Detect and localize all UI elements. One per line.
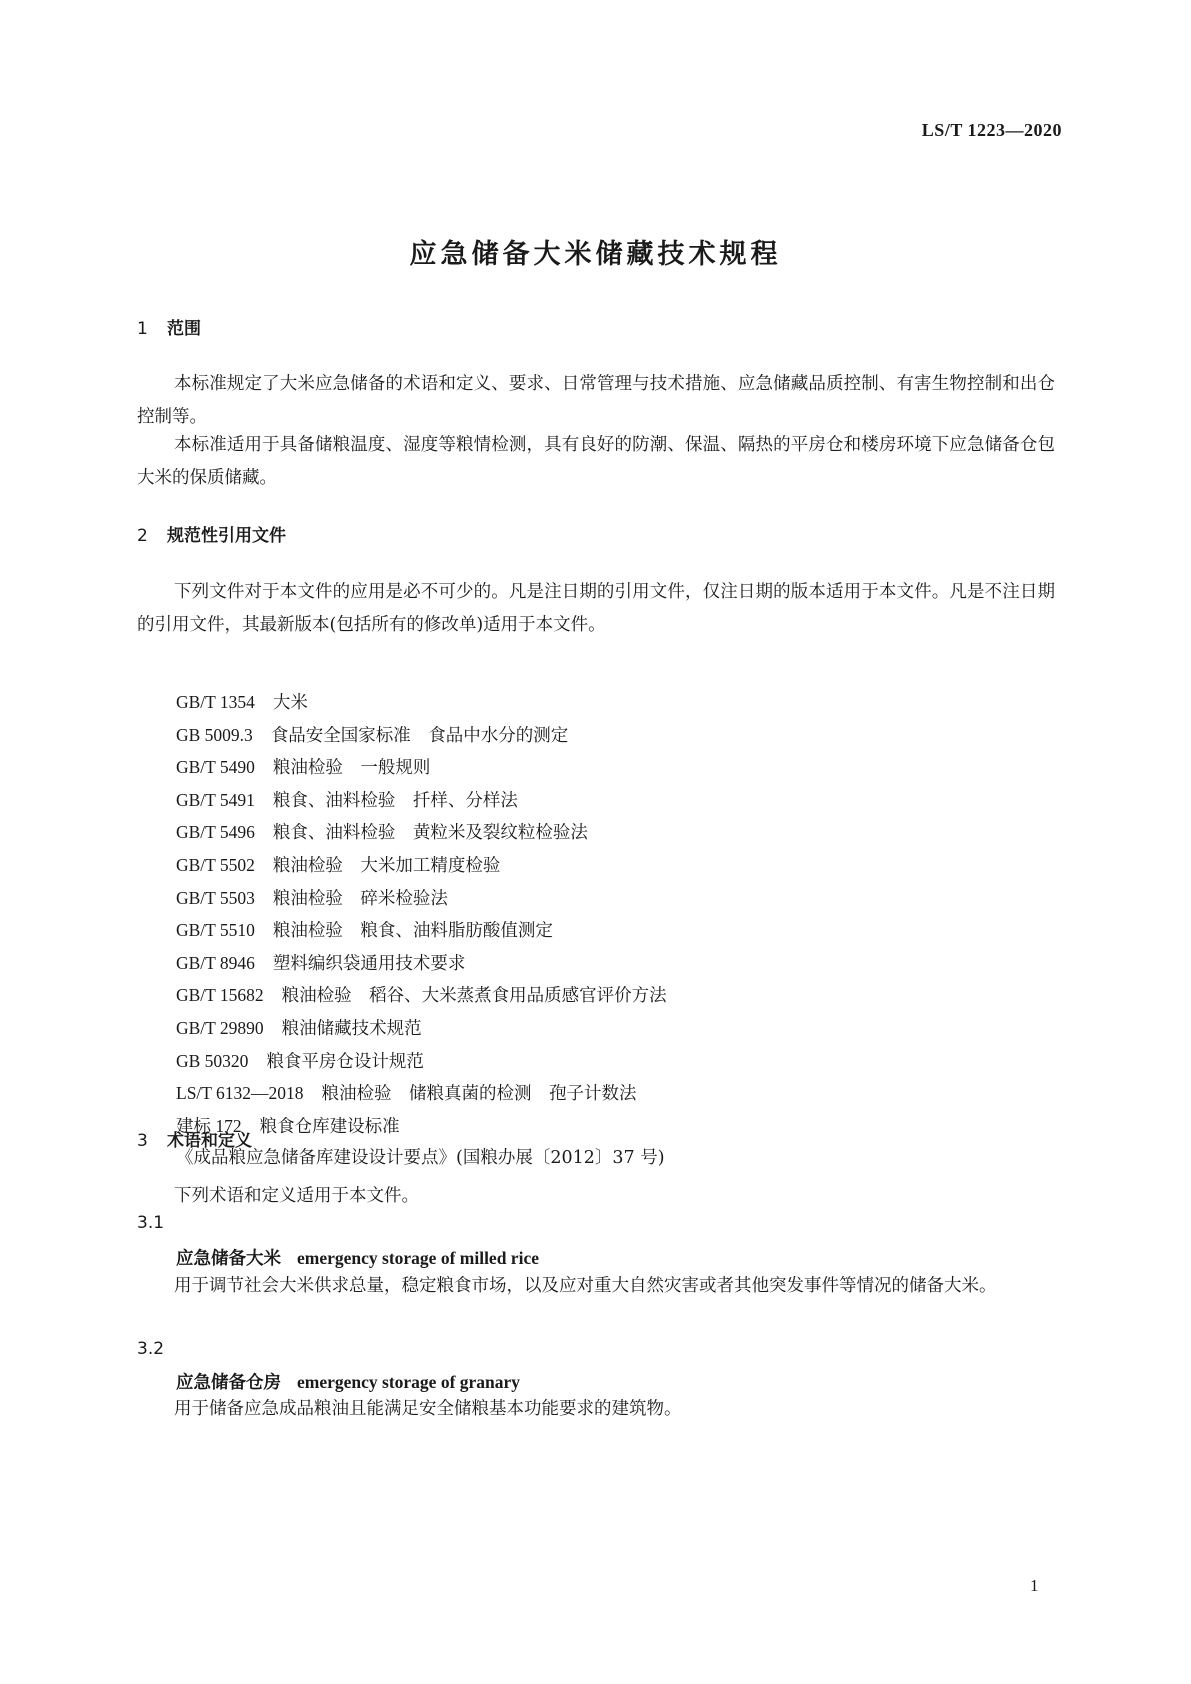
document-title: 应急储备大米储藏技术规程 [409,239,782,270]
term-number: 3.1 [137,1213,165,1233]
reference-title: 粮油检验 稻谷、大米蒸煮食用品质感官评价方法 [281,986,667,1007]
reference-code: GB/T 5491 [176,789,255,810]
reference-title: 食品安全国家标准 食品中水分的测定 [270,725,569,746]
term-name [176,1245,539,1270]
section-heading-scope [137,314,201,339]
reference-code: GB/T 5490 [176,757,255,778]
references-intro: 下列文件对于本文件的应用是必不可少的。凡是注日期的引用文件，仅注日期的版本适用于本文件。凡是不注日期的引用文件，其最新版本(包括所有的修改单)适用于本文件。 [137,582,1055,635]
standard-code: LS/T 1223—2020 [921,120,1062,140]
reference-code: GB/T 8946 [176,952,255,973]
section-title: 术语和定义 [167,1131,252,1151]
section-heading-terms-definitions [137,1126,252,1151]
list-item [176,882,667,915]
list-item [176,784,667,817]
reference-title: 粮油检验 碎米检验法 [272,888,448,909]
terms-intro: 下列术语和定义适用于本文件。 [174,1186,419,1206]
term-number: 3.2 [137,1339,165,1359]
reference-title: 《成品粮应急储备库建设设计要点》(国粮办展〔2012〕37 号) [176,1148,665,1169]
reference-code: GB 5009.3 [176,724,253,745]
reference-title: 粮食、油料检验 黄粒米及裂纹粒检验法 [272,823,588,844]
reference-title: 粮食平房仓设计规范 [266,1051,424,1072]
section-number: 1 [137,319,148,339]
list-item [176,1012,667,1045]
reference-list [176,686,667,1175]
list-item [176,816,667,849]
list-item [176,849,667,882]
reference-title: 粮油检验 一般规则 [272,758,431,779]
reference-title: 粮油检验 储粮真菌的检测 孢子计数法 [321,1084,637,1105]
term-name [176,1369,520,1394]
list-item [176,914,667,947]
term-definition: 用于储备应急成品粮油且能满足安全储粮基本功能要求的建筑物。 [174,1399,682,1419]
list-item [176,751,667,784]
section-title: 规范性引用文件 [167,526,286,546]
reference-title: 粮油检验 大米加工精度检验 [272,855,501,876]
reference-code: GB/T 1354 [176,692,255,712]
reference-title: 粮油储藏技术规范 [281,1018,422,1039]
term-definition: 用于调节社会大米供求总量，稳定粮食市场，以及应对重大自然灾害或者其他突发事件等情况的储备大米。 [174,1276,997,1296]
term-name-en: emergency storage of milled rice [297,1248,539,1268]
reference-title: 塑料编织袋通用技术要求 [272,953,466,974]
list-item [176,979,667,1012]
reference-code: GB/T 5510 [176,920,255,941]
reference-title: 粮食、油料检验 扦样、分样法 [272,790,518,811]
term-name-zh: 应急储备仓房 [176,1373,281,1393]
reference-code: GB/T 5502 [176,854,255,875]
reference-title: 大米 [272,693,308,713]
reference-code: GB/T 5503 [176,887,255,908]
reference-code: GB/T 5496 [176,822,255,843]
reference-title: 粮食仓库建设标准 [259,1116,400,1137]
scope-paragraph-1: 本标准规定了大米应急储备的术语和定义、要求、日常管理与技术措施、应急储藏品质控制、有害生物控制和出仓控制等。 [137,374,1055,427]
section-number: 2 [137,526,148,546]
reference-code: GB/T 15682 [176,985,264,1006]
term-name-en: emergency storage of granary [297,1372,521,1392]
reference-code: 建标 172 [176,1115,242,1136]
list-item [176,686,667,719]
list-item [176,947,667,980]
list-item [176,1045,667,1078]
section-heading-normative-references [137,521,286,546]
scope-paragraph-2: 本标准适用于具备储粮温度、湿度等粮情检测，具有良好的防潮、保温、隔热的平房仓和楼房环境下应急储备仓包大米的保质储藏。 [137,435,1055,488]
reference-code: LS/T 6132—2018 [176,1083,304,1104]
reference-title: 粮油检验 粮食、油料脂肪酸值测定 [272,921,553,942]
list-item [176,719,667,752]
list-item [176,1077,667,1110]
reference-code: GB 50320 [176,1050,249,1071]
section-number: 3 [137,1131,148,1151]
term-name-zh: 应急储备大米 [176,1249,281,1269]
reference-code: GB/T 29890 [176,1017,264,1038]
section-title: 范围 [167,319,201,339]
page-number: 1 [1030,1576,1039,1595]
